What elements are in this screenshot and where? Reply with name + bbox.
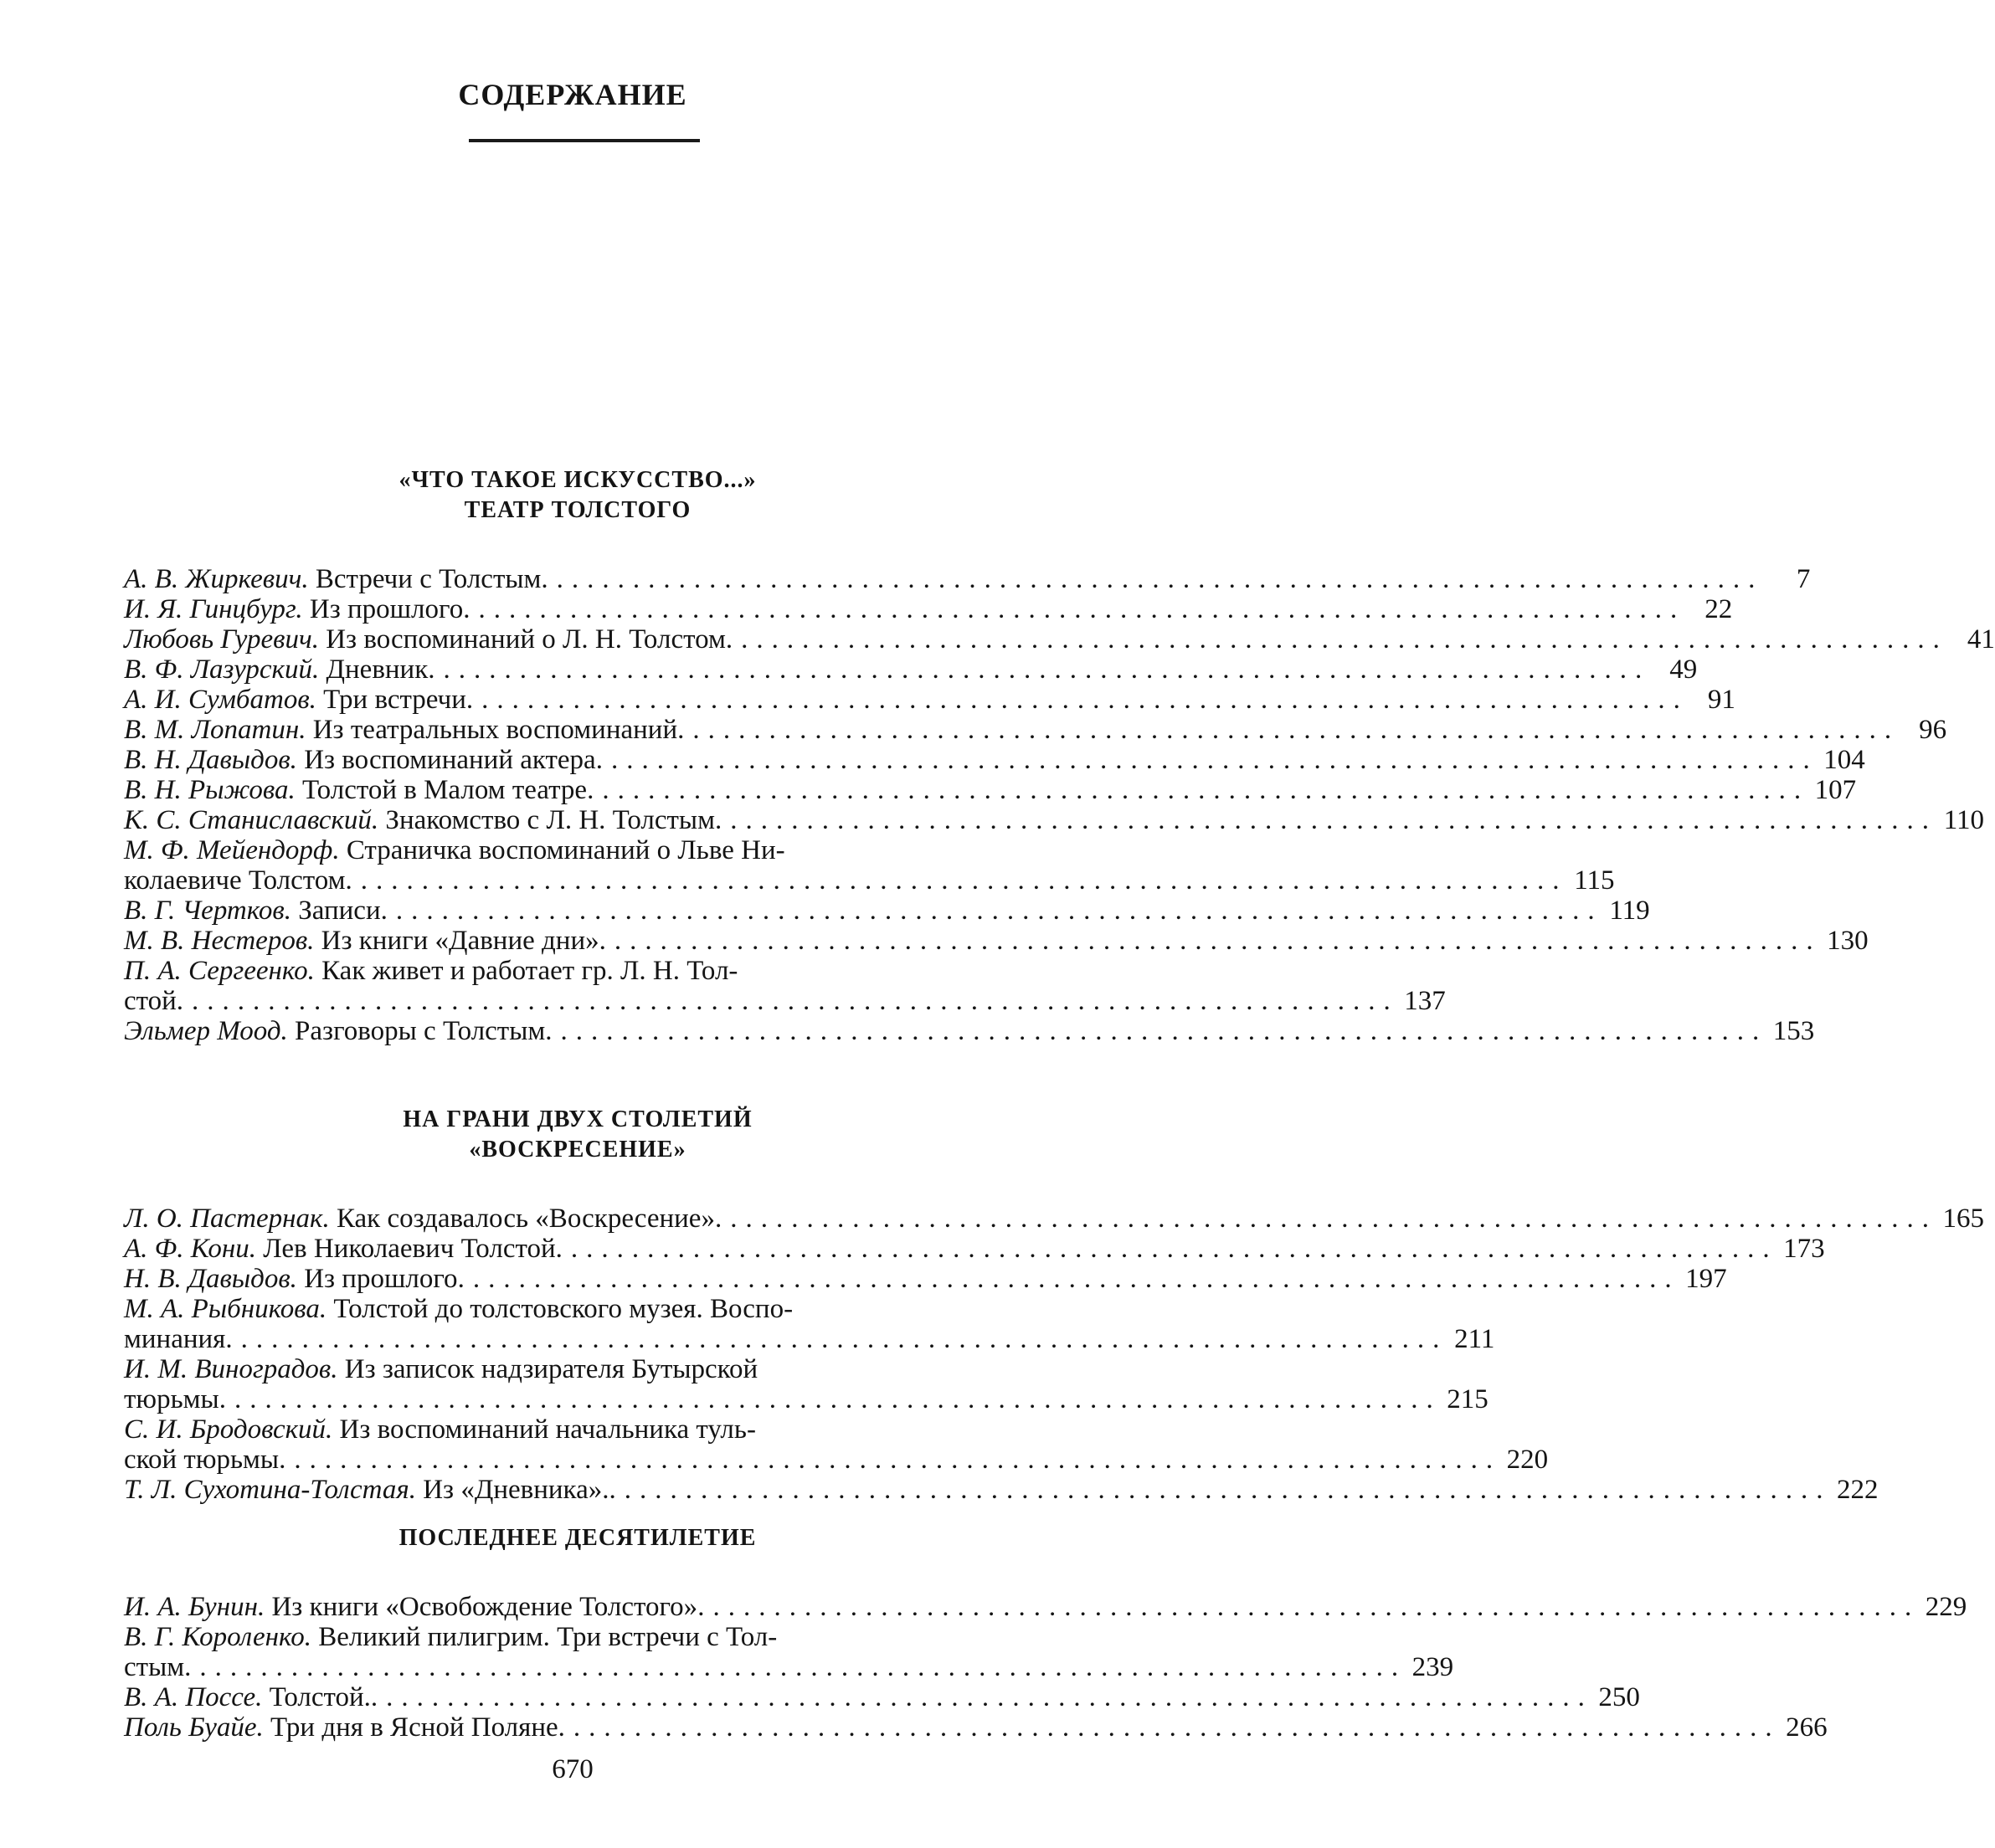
entry-title: Разговоры с Толстым: [295, 1016, 546, 1046]
entry-author: Л. О. Пастернак.: [124, 1204, 330, 1234]
dot-leader: ................................................................................: [609, 1475, 1832, 1505]
entry-page-number: 197: [1685, 1264, 1727, 1294]
section-theatre: [124, 465, 1995, 1046]
entry-title: Из воспоминаний актера: [304, 745, 596, 775]
section-heading-line: «ВОСКРЕСЕНИЕ»: [469, 1137, 686, 1163]
dot-leader: ................................................................................: [428, 654, 1651, 685]
toc-entry-list: [124, 564, 1995, 1046]
toc-entry: [124, 1234, 1825, 1264]
entry-page-number: 130: [1827, 926, 1869, 956]
entry-page-number: 104: [1823, 745, 1865, 775]
entry-page-number: 115: [1574, 865, 1615, 896]
toc-entry-list: [124, 1204, 1984, 1505]
entry-author: Т. Л. Сухотина-Толстая.: [124, 1475, 416, 1505]
entry-title: Из записок надзирателя Бутырской: [344, 1354, 758, 1384]
dot-leader: ................................................................................: [541, 564, 1764, 594]
entry-title: тюрьмы: [124, 1384, 219, 1414]
section-heading-line: «ЧТО ТАКОЕ ИСКУССТВО...»: [398, 467, 757, 493]
toc-entry: [124, 624, 1995, 654]
dot-leader: ................................................................................: [715, 805, 1937, 835]
entry-page-number: 215: [1447, 1384, 1489, 1414]
entry-title: ской тюрьмы: [124, 1445, 280, 1475]
entry-author: М. А. Рыбникова.: [124, 1294, 327, 1324]
page-number: 670: [552, 1754, 594, 1784]
entry-page-number: 266: [1786, 1712, 1828, 1743]
entry-title: стой: [124, 986, 177, 1016]
toc-entry: [124, 1354, 1489, 1414]
dot-leader: ................................................................................: [380, 896, 1603, 926]
entry-page-number: 49: [1669, 654, 1698, 685]
entry-page-number: 22: [1704, 594, 1733, 624]
entry-title: Из книги «Давние дни»: [321, 926, 599, 956]
toc-entry: [124, 745, 1865, 775]
entry-title: стым: [124, 1652, 185, 1682]
entry-author: В. Г. Короленко.: [124, 1622, 311, 1652]
toc-entry: [124, 685, 1735, 715]
section-heading: [124, 1105, 1031, 1165]
toc-entry: [124, 715, 1947, 745]
entry-author: Любовь Гуревич.: [124, 624, 319, 654]
entry-page-number: 96: [1919, 715, 1947, 745]
entry-author: И. А. Бунин.: [124, 1592, 265, 1622]
entry-author: М. В. Нестеров.: [124, 926, 315, 956]
dot-leader: ................................................................................: [176, 986, 1399, 1016]
entry-title: Толстой в Малом театре: [301, 775, 588, 805]
section-resurrection: [124, 1105, 1984, 1505]
dot-leader: ................................................................................: [457, 1264, 1680, 1294]
toc-entry: [124, 1622, 1454, 1682]
entry-author: Эльмер Моод.: [124, 1016, 288, 1046]
entry-title: Из «Дневника».: [423, 1475, 609, 1505]
entry-page-number: 107: [1814, 775, 1857, 805]
entry-title: Из театральных воспоминаний: [312, 715, 678, 745]
entry-page-number: 137: [1404, 986, 1446, 1016]
toc-entry: [124, 1475, 1879, 1505]
entry-author: А. В. Жиркевич.: [124, 564, 309, 594]
section-heading-line: ПОСЛЕДНЕЕ ДЕСЯТИЛЕТИЕ: [398, 1525, 757, 1551]
entry-author: В. Н. Рыжова.: [124, 775, 296, 805]
section-last-decade: [124, 1523, 1967, 1743]
toc-entry: [124, 1414, 1549, 1475]
entry-author: М. Ф. Мейендорф.: [124, 835, 340, 865]
entry-title: минания: [124, 1324, 226, 1354]
toc-entry: [124, 1682, 1640, 1712]
toc-entry: [124, 926, 1869, 956]
entry-author: И. Я. Гинцбург.: [124, 594, 303, 624]
entry-title: Как живет и работает гр. Л. Н. Тол-: [321, 956, 738, 986]
entry-page-number: 222: [1837, 1475, 1879, 1505]
entry-title: Из прошлого: [304, 1264, 458, 1294]
entry-author: В. Ф. Лазурский.: [124, 654, 320, 685]
dot-leader: ................................................................................: [184, 1652, 1407, 1682]
dot-leader: ................................................................................: [677, 715, 1900, 745]
toc-entry: [124, 835, 1615, 896]
entry-title: Как создавалось «Воскресение»: [336, 1204, 715, 1234]
toc-entry: [124, 805, 1984, 835]
dot-leader: ................................................................................: [219, 1384, 1442, 1414]
entry-title: Толстой до толстовского музея. Воспо-: [333, 1294, 794, 1324]
entry-author: И. М. Виноградов.: [124, 1354, 338, 1384]
entry-page-number: 7: [1796, 564, 1811, 594]
dot-leader: ................................................................................: [558, 1712, 1781, 1743]
entry-author: С. И. Бродовский.: [124, 1414, 333, 1445]
title-underline: [469, 139, 700, 142]
toc-entry: [124, 775, 1857, 805]
dot-leader: ................................................................................: [714, 1204, 1937, 1234]
entry-page-number: 250: [1598, 1682, 1640, 1712]
entry-page-number: 165: [1942, 1204, 1984, 1234]
toc-entry: [124, 1264, 1727, 1294]
dot-leader: ................................................................................: [279, 1445, 1502, 1475]
toc-entry: [124, 896, 1650, 926]
section-heading: [124, 465, 1031, 526]
entry-page-number: 91: [1707, 685, 1735, 715]
dot-leader: ................................................................................: [697, 1592, 1920, 1622]
toc-entry: [124, 1712, 1828, 1743]
entry-page-number: 220: [1506, 1445, 1549, 1475]
section-heading: [124, 1523, 1031, 1553]
dot-leader: ................................................................................: [463, 594, 1686, 624]
dot-leader: ................................................................................: [599, 926, 1822, 956]
entry-author: А. И. Сумбатов.: [124, 685, 316, 715]
entry-title: Страничка воспоминаний о Льве Ни-: [346, 835, 785, 865]
entry-title: Дневник: [326, 654, 429, 685]
entry-author: В. А. Поссе.: [124, 1682, 263, 1712]
section-heading-line: ТЕАТР ТОЛСТОГО: [464, 497, 692, 523]
toc-entry: [124, 564, 1811, 594]
entry-title: Из воспоминаний о Л. Н. Толстом: [326, 624, 726, 654]
entry-page-number: 229: [1925, 1592, 1967, 1622]
entry-page-number: 119: [1609, 896, 1650, 926]
entry-author: Поль Буайе.: [124, 1712, 264, 1743]
entry-author: К. С. Станиславский.: [124, 805, 379, 835]
dot-leader: ................................................................................: [587, 775, 1810, 805]
entry-author: В. Г. Чертков.: [124, 896, 291, 926]
section-heading-line: НА ГРАНИ ДВУХ СТОЛЕТИЙ: [403, 1106, 753, 1132]
dot-leader: ................................................................................: [725, 624, 1948, 654]
entry-title: Три встречи: [323, 685, 466, 715]
entry-page-number: 41: [1967, 624, 1995, 654]
entry-author: Н. В. Давыдов.: [124, 1264, 297, 1294]
toc-entry-list: [124, 1592, 1967, 1743]
dot-leader: ................................................................................: [555, 1234, 1778, 1264]
dot-leader: ................................................................................: [595, 745, 1818, 775]
entry-title: колаевиче Толстом: [124, 865, 346, 896]
entry-page-number: 211: [1454, 1324, 1495, 1354]
toc-entry: [124, 956, 1446, 1016]
entry-title: Великий пилигрим. Три встречи с Тол-: [318, 1622, 778, 1652]
entry-author: П. А. Сергеенко.: [124, 956, 315, 986]
entry-author: В. Н. Давыдов.: [124, 745, 297, 775]
toc-entry: [124, 1592, 1967, 1622]
entry-title: Из воспоминаний начальника туль-: [339, 1414, 756, 1445]
toc-entry: [124, 1294, 1495, 1354]
toc-entry: [124, 1016, 1815, 1046]
page-title: СОДЕРЖАНИЕ: [458, 78, 687, 111]
dot-leader: ................................................................................: [545, 1016, 1768, 1046]
entry-page-number: 110: [1943, 805, 1984, 835]
entry-title: Встречи с Толстым: [315, 564, 542, 594]
dot-leader: ................................................................................: [465, 685, 1689, 715]
entry-title: Лев Николаевич Толстой: [263, 1234, 556, 1264]
entry-author: А. Ф. Кони.: [124, 1234, 256, 1264]
entry-page-number: 173: [1783, 1234, 1825, 1264]
entry-title: Знакомство с Л. Н. Толстым: [385, 805, 715, 835]
entry-title: Из книги «Освобождение Толстого»: [271, 1592, 698, 1622]
entry-title: Из прошлого: [309, 594, 464, 624]
dot-leader: ................................................................................: [345, 865, 1568, 896]
entry-title: Толстой.: [269, 1682, 371, 1712]
entry-author: В. М. Лопатин.: [124, 715, 306, 745]
entry-title: Записи: [298, 896, 381, 926]
entry-title: Три дня в Ясной Поляне: [270, 1712, 558, 1743]
dot-leader: ................................................................................: [370, 1682, 1593, 1712]
entry-page-number: 153: [1772, 1016, 1815, 1046]
entry-page-number: 239: [1411, 1652, 1454, 1682]
toc-entry: [124, 594, 1733, 624]
dot-leader: ................................................................................: [225, 1324, 1448, 1354]
toc-entry: [124, 1204, 1984, 1234]
toc-entry: [124, 654, 1698, 685]
